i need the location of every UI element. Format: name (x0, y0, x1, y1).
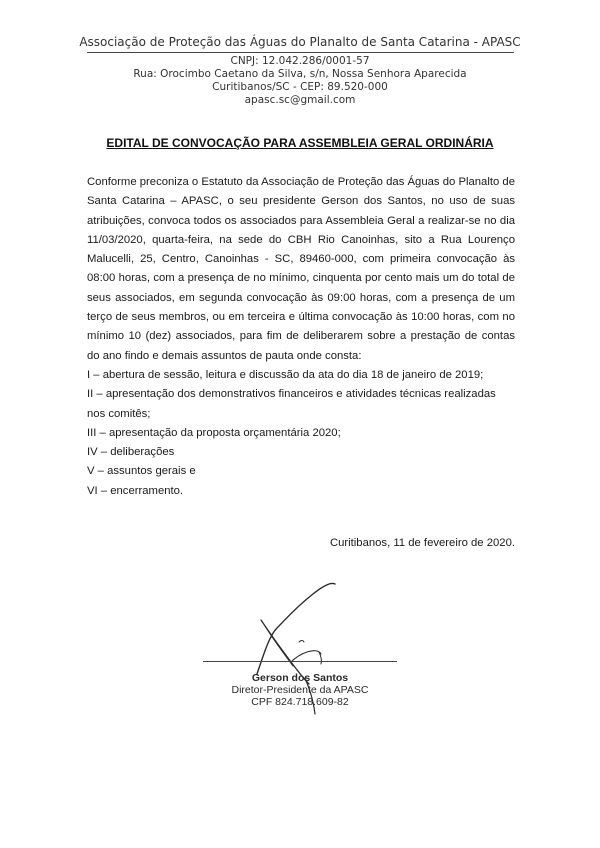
date-line: Curitibanos, 11 de fevereiro de 2020. (329, 537, 515, 549)
agenda-item: II – apresentação dos demonstrativos financeiros e atividades técnicas realizadas nos comitês; (87, 388, 496, 420)
city-cep: Curitibanos/SC - CEP: 89.520-000 (212, 81, 388, 93)
address: Rua: Orocimbo Caetano da Silva, s/n, Nossa Senhora Aparecida (133, 68, 467, 80)
document-title: EDITAL DE CONVOCAÇÃO PARA ASSEMBLEIA GERAL ORDINÁRIA (106, 136, 494, 150)
email: apasc.sc@gmail.com (244, 94, 356, 106)
agenda-item: III – apresentação da proposta orçamentária 2020; (87, 426, 341, 439)
agenda-item: IV – deliberações (87, 446, 175, 459)
organization-name: Associação de Proteção das Águas do Planalto de Santa Catarina - APASC (79, 35, 521, 49)
header-divider (87, 52, 514, 53)
signatory-role: Diretor-Presidente da APASC (231, 684, 369, 696)
cnpj: CNPJ: 12.042.286/0001-57 (230, 55, 370, 67)
signature-caption (195, 672, 405, 708)
convocation-paragraph: Conforme preconiza o Estatuto da Associação de Proteção das Águas do Planalto de Santa Catarina – APASC, o seu presidente Gerson dos Santos, no uso de suas atribuições, convoca todos os associados para Assembleia Geral a realizar-se no dia 11/03/2020, quarta-feira, na sede do CBH Rio Canoinhas, sito a Rua Lourenço Malucelli, 25, Centro, Canoinhas - SC, 89460-000, com primeira convocação às 08:00 horas, com a presença de no mínimo, cinquenta por cento mais um do total de seus associados, em segunda convocação às 09:00 horas, com a presença de um terço de seus membros, ou em terceira e última convocação às 10:00 horas, com no mínimo 10 (dez) associados, para fim de deliberarem sobre a prestação de contas do ano findo e demais assuntos de pauta onde consta: (87, 176, 515, 362)
signatory-cpf: CPF 824.718.609-82 (251, 696, 349, 708)
agenda-list (87, 366, 515, 501)
agenda-item: V – assuntos gerais e (87, 465, 196, 478)
document-body (87, 173, 515, 501)
agenda-item: I – abertura de sessão, leitura e discussão da ata do dia 18 de janeiro de 2019; (87, 368, 484, 381)
signature-line (203, 661, 397, 662)
contact-block (0, 55, 600, 107)
signatory-name: Gerson dos Santos (251, 672, 349, 684)
agenda-item: VI – encerramento. (87, 484, 184, 497)
signature-block (195, 580, 405, 720)
